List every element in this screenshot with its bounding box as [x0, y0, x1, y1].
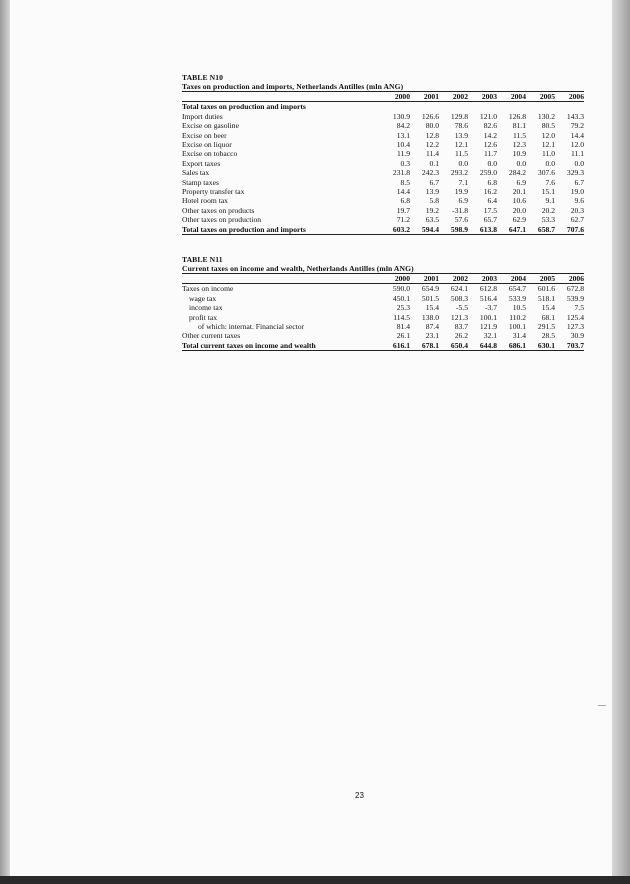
year-header: 2002: [439, 274, 468, 284]
value-cell: 62.7: [570, 215, 584, 225]
value-cell: 6.4: [487, 196, 497, 206]
group-header-label: Total taxes on production and imports: [182, 102, 306, 112]
value-cell: 126.8: [508, 111, 526, 121]
value-cell: 16.2: [483, 187, 497, 197]
table-row: [182, 112, 584, 121]
value-cell: 10.6: [512, 196, 526, 206]
value-cell: 9.6: [574, 196, 584, 206]
value-cell: 14.4: [570, 130, 584, 140]
row-label: Other taxes on products: [182, 205, 255, 215]
header-label-cell: [182, 92, 381, 102]
row-label: Sales tax: [182, 168, 210, 178]
value-cell: 242.3: [421, 168, 439, 178]
table-row: [182, 149, 584, 158]
row-label: Excise on beer: [182, 130, 227, 140]
value-cell: 518.1: [537, 293, 555, 303]
value-cell: 14.4: [396, 187, 410, 197]
value-cell: 11.9: [396, 149, 410, 159]
page-number: 23: [355, 791, 364, 800]
total-value-cell: 678.1: [410, 341, 439, 351]
value-cell: 13.1: [396, 130, 410, 140]
value-cell: 329.3: [566, 168, 584, 178]
row-label: Excise on tobacco: [182, 149, 238, 159]
value-cell: 7.5: [574, 303, 584, 313]
row-label: Other taxes on production: [182, 215, 262, 225]
value-cell: 68.1: [541, 312, 555, 322]
value-cell: 100.1: [508, 322, 526, 332]
table-row: [182, 178, 584, 187]
value-cell: 12.0: [570, 140, 584, 150]
value-cell: 110.2: [509, 312, 526, 322]
value-cell: 23.1: [425, 331, 439, 341]
value-cell: 7.6: [545, 177, 555, 187]
value-cell: 32.1: [483, 331, 497, 341]
value-cell: 125.4: [566, 312, 584, 322]
row-label: profit tax: [189, 312, 218, 322]
table-row: [182, 294, 584, 303]
year-header: 2003: [468, 92, 497, 102]
value-cell: 127.3: [566, 322, 584, 332]
value-cell: 6.8: [400, 196, 410, 206]
value-cell: 84.2: [396, 121, 410, 131]
row-label: Excise on liquor: [182, 140, 232, 150]
value-cell: 654.7: [508, 284, 526, 294]
table-row: [182, 322, 584, 331]
value-cell: 138.0: [421, 312, 439, 322]
table-row: [182, 206, 584, 215]
value-cell: 25.3: [396, 303, 410, 313]
row-label: Import duties: [182, 111, 223, 121]
value-cell: 19.7: [396, 205, 410, 215]
total-value-cell: 630.1: [526, 341, 555, 351]
value-cell: 672.8: [566, 284, 584, 294]
value-cell: 612.8: [479, 284, 497, 294]
year-header: 2006: [555, 274, 584, 284]
total-value-cell: 594.4: [410, 225, 439, 235]
value-cell: 13.9: [425, 187, 439, 197]
value-cell: 62.9: [512, 215, 526, 225]
total-value-cell: 686.1: [497, 341, 526, 351]
total-label: Total current taxes on income and wealth: [182, 341, 381, 351]
table-n10-label: TABLE N10: [182, 73, 224, 82]
row-label: Hotel room tax: [182, 196, 228, 206]
year-header: 2001: [410, 274, 439, 284]
value-cell: 80.5: [541, 121, 555, 131]
value-cell: 8.5: [400, 177, 410, 187]
table-n11-title: Current taxes on income and wealth, Netherlands Antilles (mln ANG): [182, 264, 414, 273]
value-cell: 0.0: [516, 158, 526, 168]
value-cell: 284.2: [508, 168, 526, 178]
value-cell: 13.9: [454, 130, 468, 140]
value-cell: 19.0: [570, 187, 584, 197]
value-cell: 20.1: [512, 187, 526, 197]
value-cell: 121.9: [479, 322, 497, 332]
value-cell: 624.1: [450, 284, 468, 294]
value-cell: 291.5: [537, 322, 555, 332]
value-cell: 10.9: [512, 149, 526, 159]
year-header: 2006: [555, 92, 584, 102]
table-n10-grid: [182, 91, 584, 235]
value-cell: 0.0: [487, 158, 497, 168]
value-cell: 53.3: [541, 215, 555, 225]
value-cell: 6.9: [516, 177, 526, 187]
row-label: Excise on gasoline: [182, 121, 239, 131]
table-row: [182, 140, 584, 149]
row-label: Stamp taxes: [182, 177, 219, 187]
value-cell: 26.2: [454, 331, 468, 341]
value-cell: 508.3: [450, 293, 468, 303]
value-cell: 12.0: [541, 130, 555, 140]
total-row: [182, 225, 584, 235]
table-row: [182, 331, 584, 340]
value-cell: 601.6: [537, 284, 555, 294]
value-cell: 78.6: [454, 121, 468, 131]
value-cell: 11.5: [454, 149, 468, 159]
table-row: [182, 196, 584, 205]
value-cell: 654.9: [421, 284, 439, 294]
value-cell: 590.0: [392, 284, 410, 294]
value-cell: -3.7: [484, 303, 497, 313]
value-cell: 83.7: [454, 322, 468, 332]
value-cell: 87.4: [425, 322, 439, 332]
table-row: [182, 121, 584, 130]
page-bottom-edge: [0, 876, 630, 884]
table-row: [182, 159, 584, 168]
value-cell: -5.5: [455, 303, 468, 313]
year-header: 2000: [381, 274, 410, 284]
value-cell: 0.0: [545, 158, 555, 168]
value-cell: 130.9: [392, 111, 410, 121]
value-cell: 11.0: [541, 149, 555, 159]
value-cell: 130.2: [537, 111, 555, 121]
value-cell: 0.0: [458, 158, 468, 168]
year-header: 2005: [526, 274, 555, 284]
value-cell: 6.7: [429, 177, 439, 187]
value-cell: 14.2: [483, 130, 497, 140]
value-cell: 63.5: [425, 215, 439, 225]
total-value-cell: 650.4: [439, 341, 468, 351]
value-cell: 121.3: [450, 312, 468, 322]
value-cell: -31.8: [452, 205, 468, 215]
page-right-shadow: [612, 0, 630, 884]
table-row: [182, 313, 584, 322]
year-header: 2003: [468, 274, 497, 284]
value-cell: 6.8: [487, 177, 497, 187]
total-value-cell: 603.2: [381, 225, 410, 235]
value-cell: 12.3: [512, 140, 526, 150]
value-cell: 0.1: [429, 158, 439, 168]
value-cell: 143.3: [566, 111, 584, 121]
total-row: [182, 341, 584, 351]
scan-speck: [598, 705, 606, 706]
value-cell: 293.2: [450, 168, 468, 178]
value-cell: 15.4: [425, 303, 439, 313]
table-header-row: [182, 92, 584, 102]
total-value-cell: 658.7: [526, 225, 555, 235]
value-cell: 12.8: [425, 130, 439, 140]
value-cell: 7.1: [458, 177, 468, 187]
value-cell: 71.2: [396, 215, 410, 225]
value-cell: 231.8: [392, 168, 410, 178]
value-cell: 533.9: [508, 293, 526, 303]
value-cell: 9.1: [545, 196, 555, 206]
value-cell: 450.1: [392, 293, 410, 303]
row-label: Export taxes: [182, 158, 221, 168]
year-header: 2001: [410, 92, 439, 102]
value-cell: 12.6: [483, 140, 497, 150]
total-label: Total taxes on production and imports: [182, 225, 381, 235]
table-row: [182, 215, 584, 224]
value-cell: 11.4: [425, 149, 439, 159]
value-cell: 114.5: [393, 312, 410, 322]
value-cell: 57.6: [454, 215, 468, 225]
total-value-cell: 703.7: [555, 341, 584, 351]
value-cell: 15.4: [541, 303, 555, 313]
table-n11: [182, 255, 584, 351]
value-cell: 28.5: [541, 331, 555, 341]
value-cell: 31.4: [512, 331, 526, 341]
value-cell: 307.6: [537, 168, 555, 178]
value-cell: 129.8: [450, 111, 468, 121]
total-value-cell: 644.8: [468, 341, 497, 351]
value-cell: 79.2: [570, 121, 584, 131]
value-cell: 19.9: [454, 187, 468, 197]
total-value-cell: 647.1: [497, 225, 526, 235]
value-cell: 26.1: [396, 331, 410, 341]
year-header: 2002: [439, 92, 468, 102]
value-cell: 100.1: [479, 312, 497, 322]
total-value-cell: 707.6: [555, 225, 584, 235]
value-cell: 5.8: [429, 196, 439, 206]
year-header: 2005: [526, 92, 555, 102]
year-header: 2004: [497, 274, 526, 284]
table-header-row: [182, 274, 584, 284]
value-cell: 259.0: [479, 168, 497, 178]
value-cell: 12.1: [541, 140, 555, 150]
value-cell: 11.7: [483, 149, 497, 159]
value-cell: 30.9: [570, 331, 584, 341]
value-cell: 501.5: [421, 293, 439, 303]
total-value-cell: 616.1: [381, 341, 410, 351]
value-cell: 81.4: [396, 322, 410, 332]
year-header: 2000: [381, 92, 410, 102]
row-label: Taxes on income: [182, 284, 234, 294]
table-row: [182, 187, 584, 196]
value-cell: 11.5: [512, 130, 526, 140]
value-cell: 80.0: [425, 121, 439, 131]
value-cell: 0.0: [574, 158, 584, 168]
row-label: income tax: [189, 303, 223, 313]
row-label: wage tax: [189, 293, 217, 303]
row-label: of which: internat. Financial sector: [198, 322, 305, 332]
value-cell: 82.6: [483, 121, 497, 131]
value-cell: 12.1: [454, 140, 468, 150]
value-cell: 539.9: [566, 293, 584, 303]
page-left-shadow: [0, 0, 10, 884]
table-n10: [182, 73, 584, 235]
table-n10-title: Taxes on production and imports, Netherlands Antilles (mln ANG): [182, 82, 404, 91]
table-row: [182, 168, 584, 177]
year-header: 2004: [497, 92, 526, 102]
table-n11-label: TABLE N11: [182, 255, 223, 264]
value-cell: 126.6: [421, 111, 439, 121]
value-cell: 121.0: [479, 111, 497, 121]
header-label-cell: [182, 274, 381, 284]
table-row: [182, 131, 584, 140]
table-n11-grid: [182, 273, 584, 351]
row-label: Property transfer tax: [182, 187, 245, 197]
value-cell: 20.2: [541, 205, 555, 215]
value-cell: 17.5: [483, 205, 497, 215]
table-row: [182, 303, 584, 312]
value-cell: 516.4: [479, 293, 497, 303]
total-value-cell: 613.8: [468, 225, 497, 235]
total-value-cell: 598.9: [439, 225, 468, 235]
value-cell: 10.5: [512, 303, 526, 313]
value-cell: 0.3: [400, 158, 410, 168]
value-cell: 20.3: [570, 205, 584, 215]
table-row: [182, 284, 584, 294]
value-cell: 6.9: [458, 196, 468, 206]
value-cell: 6.7: [574, 177, 584, 187]
value-cell: 65.7: [483, 215, 497, 225]
value-cell: 81.1: [512, 121, 526, 131]
value-cell: 12.2: [425, 140, 439, 150]
value-cell: 20.0: [512, 205, 526, 215]
row-label: Other current taxes: [182, 331, 241, 341]
value-cell: 15.1: [541, 187, 555, 197]
group-header-row: [182, 102, 584, 112]
value-cell: 10.4: [396, 140, 410, 150]
value-cell: 11.1: [570, 149, 584, 159]
value-cell: 19.2: [425, 205, 439, 215]
